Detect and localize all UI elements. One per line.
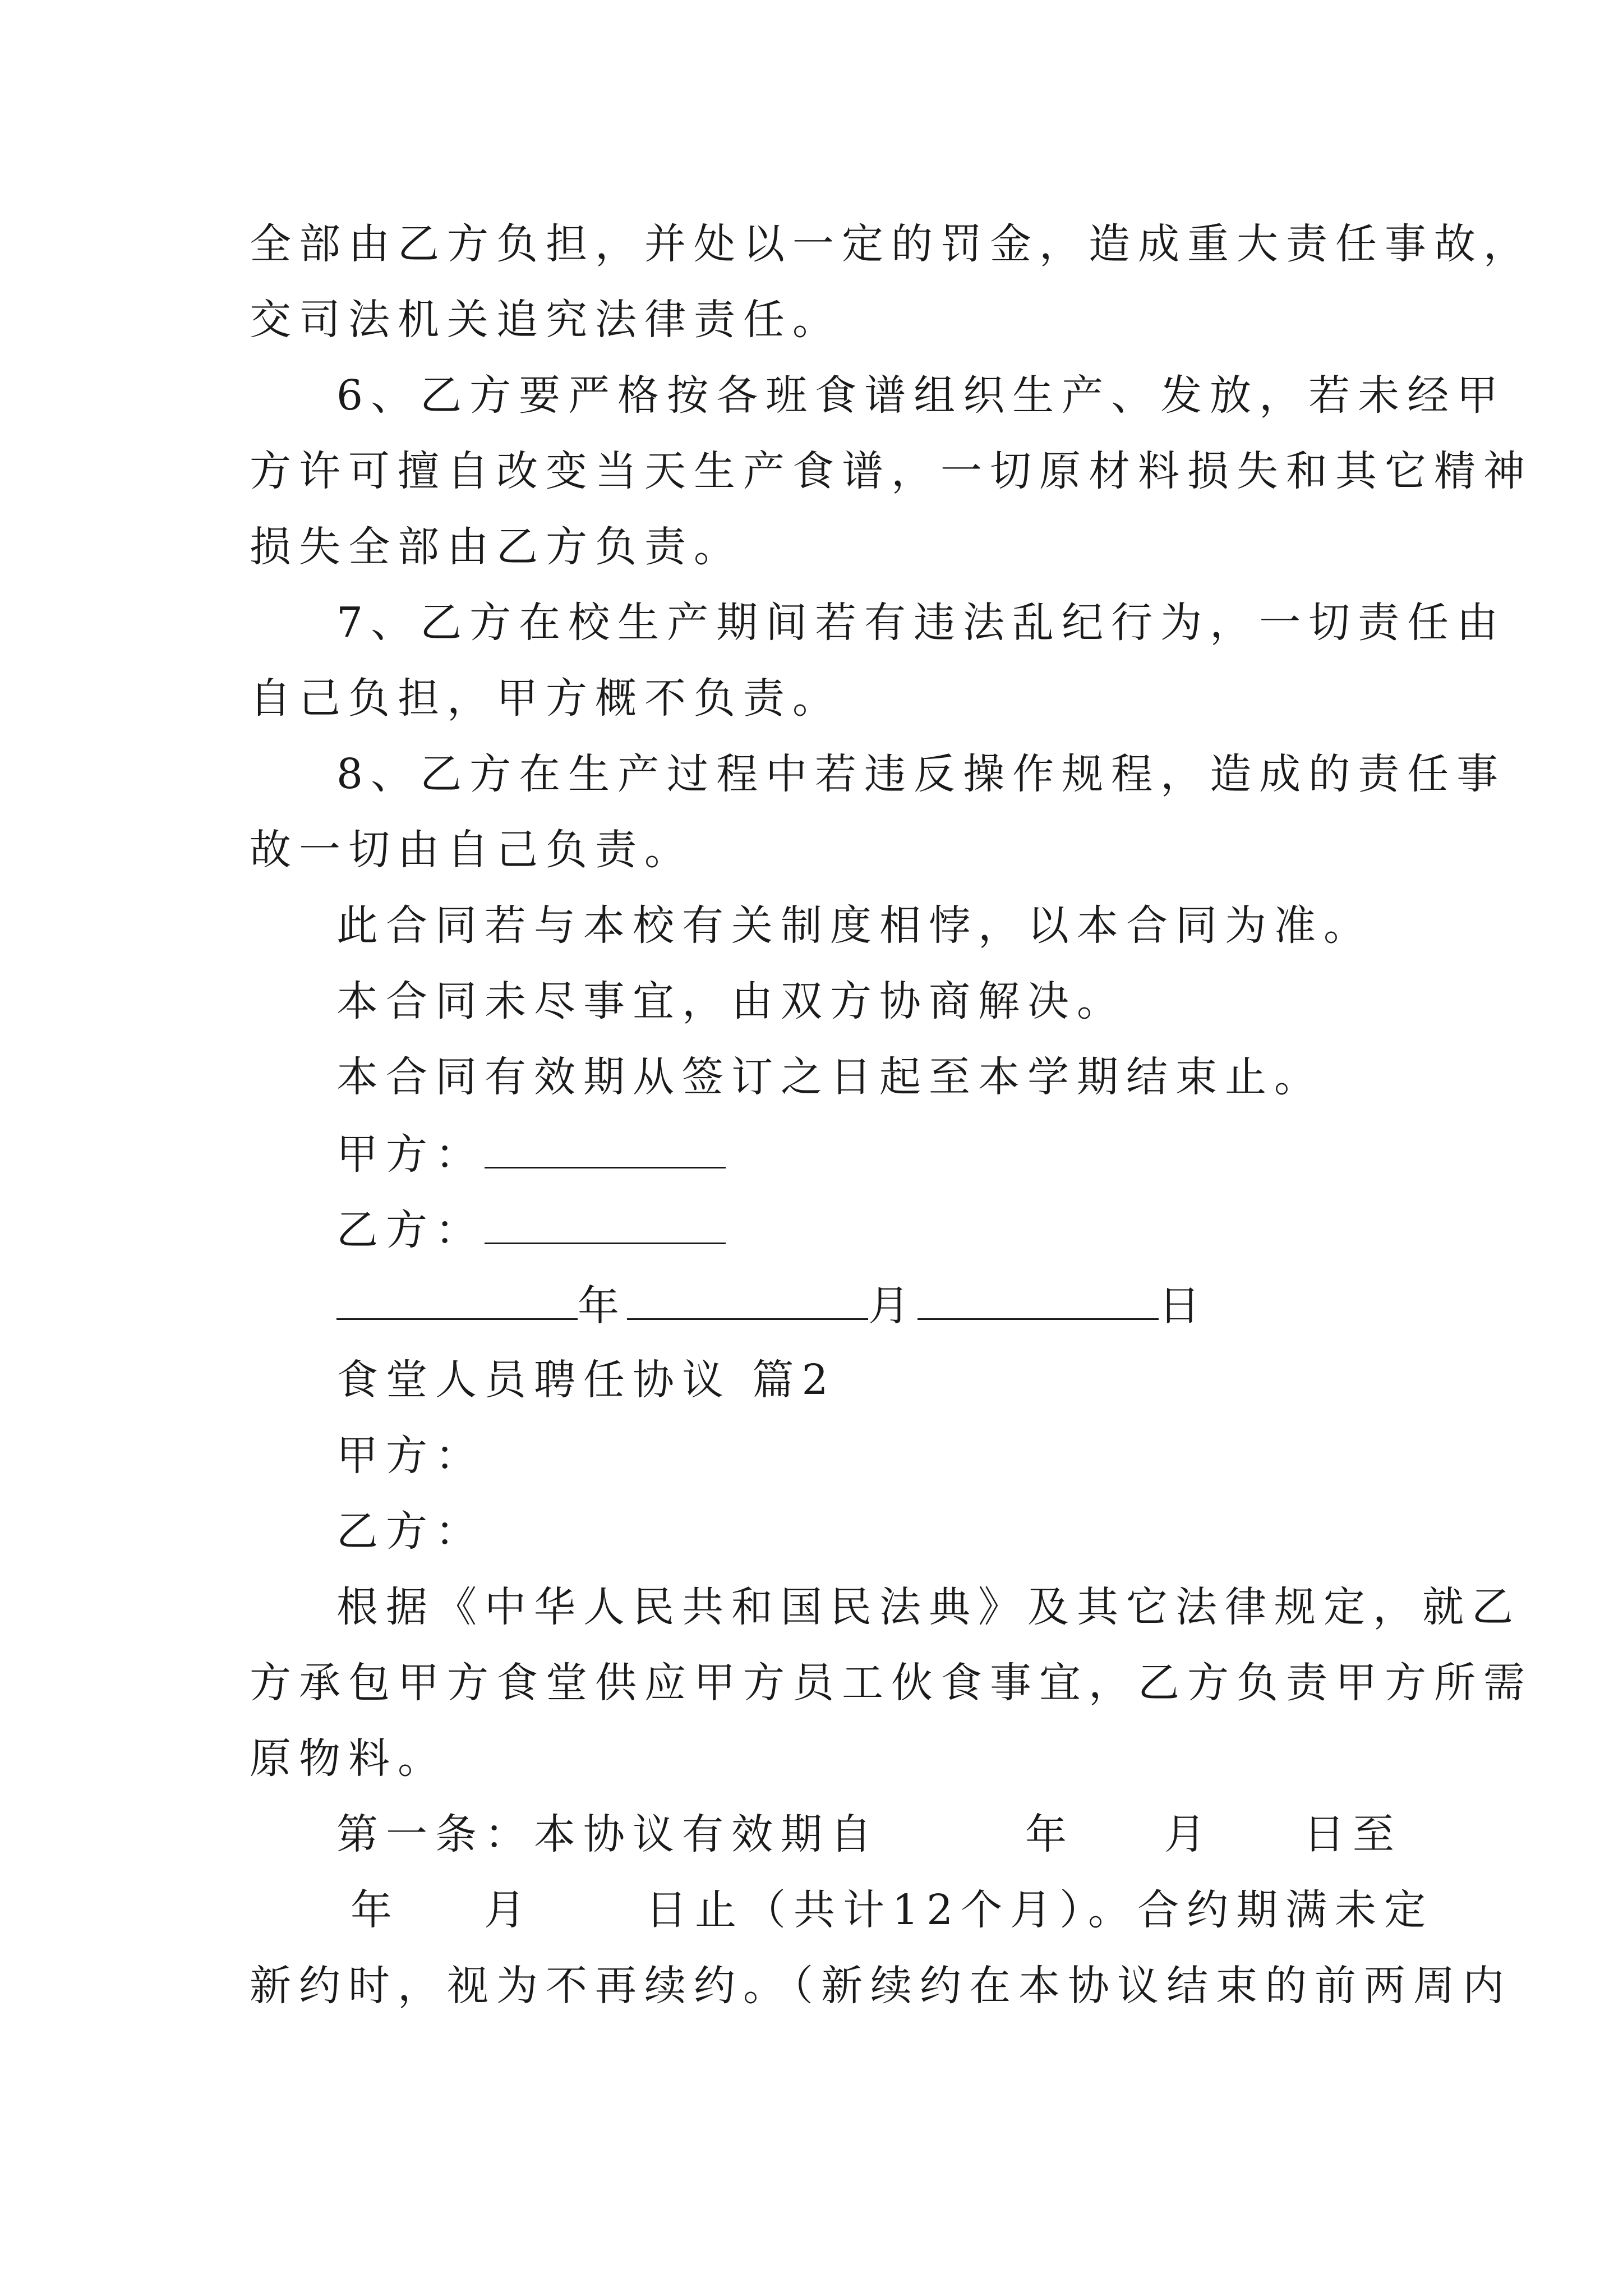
month-blank: [627, 1283, 868, 1320]
clause-8-line: 8、乙方在生产过程中若违反操作规程，造成的责任事: [336, 750, 1506, 798]
party-a-blank: [485, 1132, 726, 1168]
article-1-month-2: 月: [484, 1886, 533, 1934]
day-blank: [917, 1283, 1159, 1320]
clause-7-line: 7、乙方在校生产期间若有违法乱纪行为，一切责任由: [336, 599, 1506, 647]
article-1-prefix: 第一条：本协议有效期自: [336, 1810, 879, 1858]
year-label: 年: [578, 1282, 627, 1330]
article-1-line: [250, 1886, 1434, 1934]
article-1-line: 新约时，视为不再续约。（新续约在本协议结束的前两周内: [250, 1962, 1512, 2010]
article-1-month: 月: [1164, 1810, 1214, 1858]
section-2-party-b: 乙方：: [336, 1507, 485, 1556]
intro-line: 根据《中华人民共和国民法典》及其它法律规定，就乙: [336, 1583, 1521, 1631]
year-blank: [336, 1283, 578, 1320]
clause-6-line: 6、乙方要严格按各班食谱组织生产、发放，若未经甲: [336, 371, 1506, 420]
closing-unresolved: 本合同未尽事宜，由双方协商解决。: [336, 977, 1126, 1025]
section-2-party-a: 甲方：: [336, 1432, 485, 1480]
article-1-year: 年: [1025, 1810, 1075, 1858]
party-a-label: 甲方：: [336, 1130, 485, 1179]
party-b-blank: [485, 1208, 726, 1244]
party-b-label: 乙方：: [336, 1206, 485, 1254]
article-1-line: [336, 1810, 1402, 1858]
section-title: 食堂人员聘任协议 篇2: [336, 1356, 836, 1404]
clause-8-line: 故一切由自己负责。: [250, 826, 694, 874]
clause-6-line: 损失全部由乙方负责。: [250, 523, 743, 571]
party-a-signature-row: [336, 1130, 726, 1179]
article-1-year-2: 年: [351, 1886, 400, 1934]
month-label: 月: [868, 1282, 917, 1330]
clause-7-line: 自己负担，甲方概不负责。: [250, 674, 842, 723]
intro-line: 原物料。: [250, 1734, 447, 1783]
article-1-day-end: 日止（共计12个月）。合约期满未定: [645, 1886, 1434, 1934]
paragraph-line: 交司法机关追究法律责任。: [250, 296, 842, 344]
clause-6-line: 方许可擅自改变当天生产食谱，一切原材料损失和其它精神: [250, 447, 1533, 495]
date-row: [336, 1282, 1208, 1330]
paragraph-line: 全部由乙方负担，并处以一定的罚金，造成重大责任事故，: [250, 220, 1533, 268]
closing-validity: 本合同有效期从签订之日起至本学期结束止。: [336, 1053, 1324, 1101]
closing-conflict: 此合同若与本校有关制度相悖，以本合同为准。: [336, 901, 1373, 950]
day-label: 日: [1159, 1282, 1208, 1330]
intro-line: 方承包甲方食堂供应甲方员工伙食事宜，乙方负责甲方所需: [250, 1659, 1533, 1707]
party-b-signature-row: [336, 1206, 726, 1254]
article-1-day-to: 日至: [1303, 1810, 1402, 1858]
